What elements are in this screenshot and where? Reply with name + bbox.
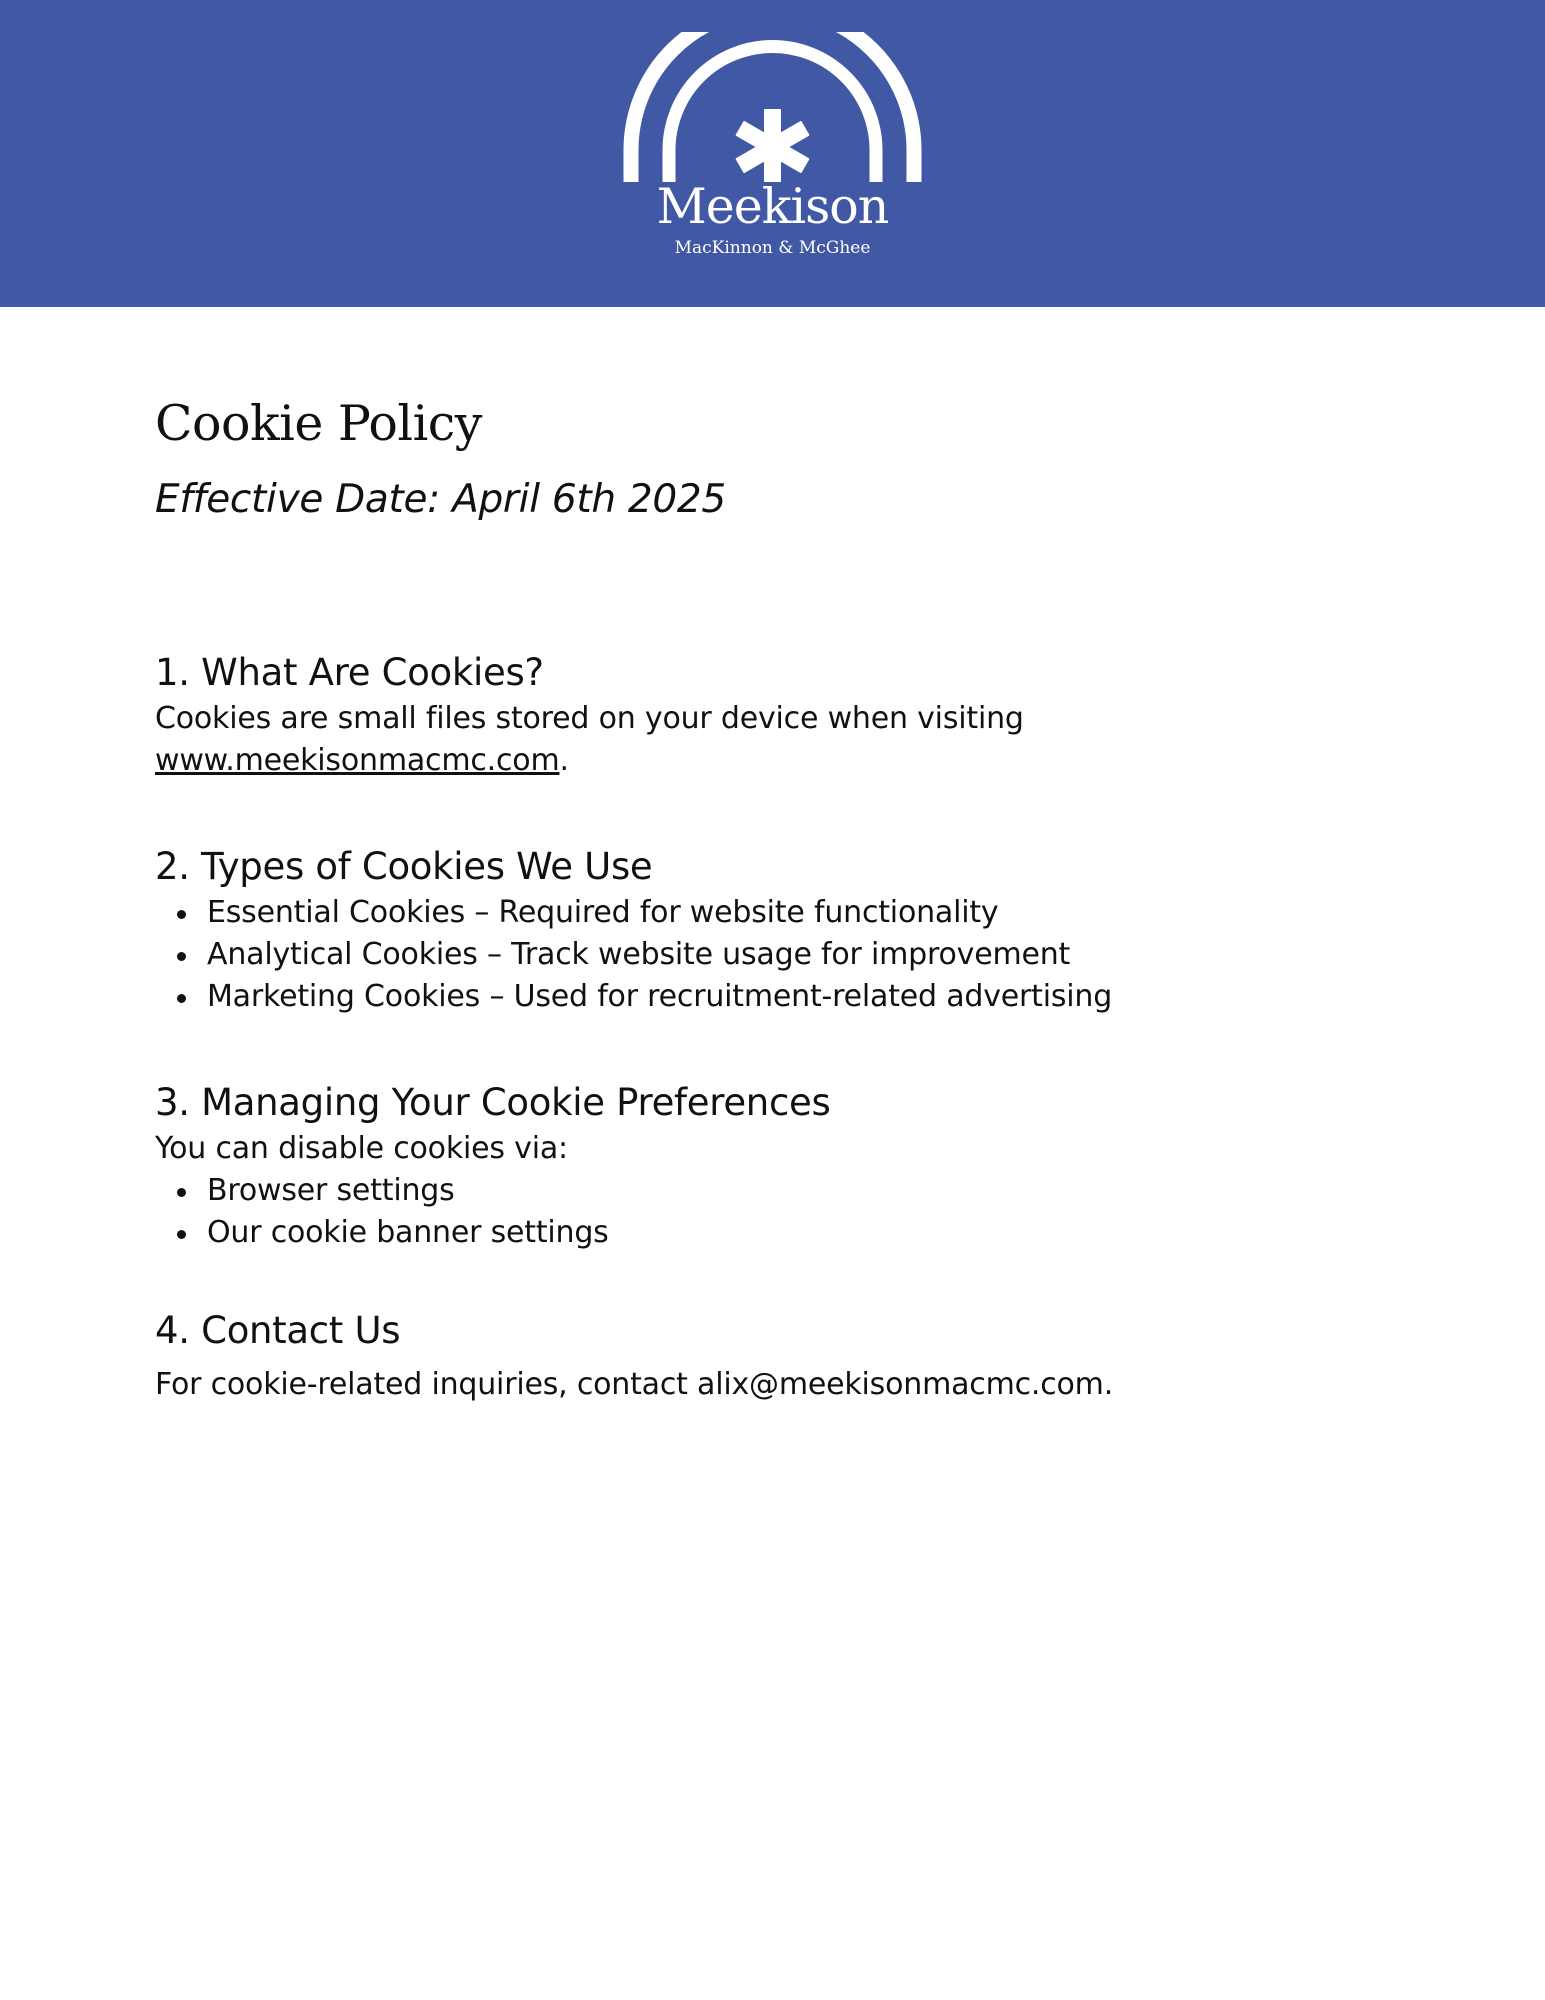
brand-subtitle: MacKinnon & McGhee — [674, 238, 871, 258]
section-heading: 2. Types of Cookies We Use — [155, 845, 653, 888]
brand-name: Meekison — [656, 178, 889, 235]
list-item-text: Marketing Cookies – Used for recruitment-related advertising — [207, 979, 1113, 1014]
document-body — [155, 390, 1385, 1406]
list-item-text: Analytical Cookies – Track website usage for improvement — [207, 937, 1071, 972]
bullet-icon — [177, 910, 186, 919]
paragraph-text: Cookies are small files stored on your device when visiting — [155, 701, 1024, 736]
list-item-text: Our cookie banner settings — [207, 1215, 609, 1250]
bullet-icon — [177, 1188, 186, 1197]
link-period: . — [559, 743, 569, 778]
cookie-types-list — [155, 892, 1385, 1018]
disable-options-list — [155, 1170, 1385, 1254]
section-heading: 3. Managing Your Cookie Preferences — [155, 1081, 831, 1124]
list-item-text: Browser settings — [207, 1173, 455, 1208]
bullet-icon — [177, 994, 186, 1003]
header-banner — [0, 0, 1545, 307]
list-item — [207, 976, 1385, 1018]
list-item — [207, 934, 1385, 976]
section-heading: 4. Contact Us — [155, 1309, 401, 1352]
bullet-icon — [177, 1230, 186, 1239]
section-contact-us — [155, 1306, 1385, 1406]
section-paragraph — [155, 698, 1385, 782]
list-item — [207, 1170, 1385, 1212]
bullet-icon — [177, 952, 186, 961]
contact-text: For cookie-related inquiries, contact alix@meekisonmacmc.com. — [155, 1367, 1114, 1402]
section-what-are-cookies — [155, 648, 1385, 782]
list-item-text: Essential Cookies – Required for website functionality — [207, 895, 999, 930]
effective-date: Effective Date: April 6th 2025 — [155, 477, 726, 522]
brand-logo[interactable] — [620, 32, 925, 272]
rainbow-asterisk-logo-icon — [620, 32, 925, 182]
list-item — [207, 1212, 1385, 1254]
website-link[interactable]: www.meekisonmacmc.com — [155, 743, 560, 778]
section-intro: You can disable cookies via: — [155, 1131, 568, 1166]
section-types-of-cookies — [155, 842, 1385, 1018]
section-heading: 1. What Are Cookies? — [155, 651, 544, 694]
list-item — [207, 892, 1385, 934]
section-managing-preferences — [155, 1078, 1385, 1254]
page-title: Cookie Policy — [155, 395, 482, 452]
